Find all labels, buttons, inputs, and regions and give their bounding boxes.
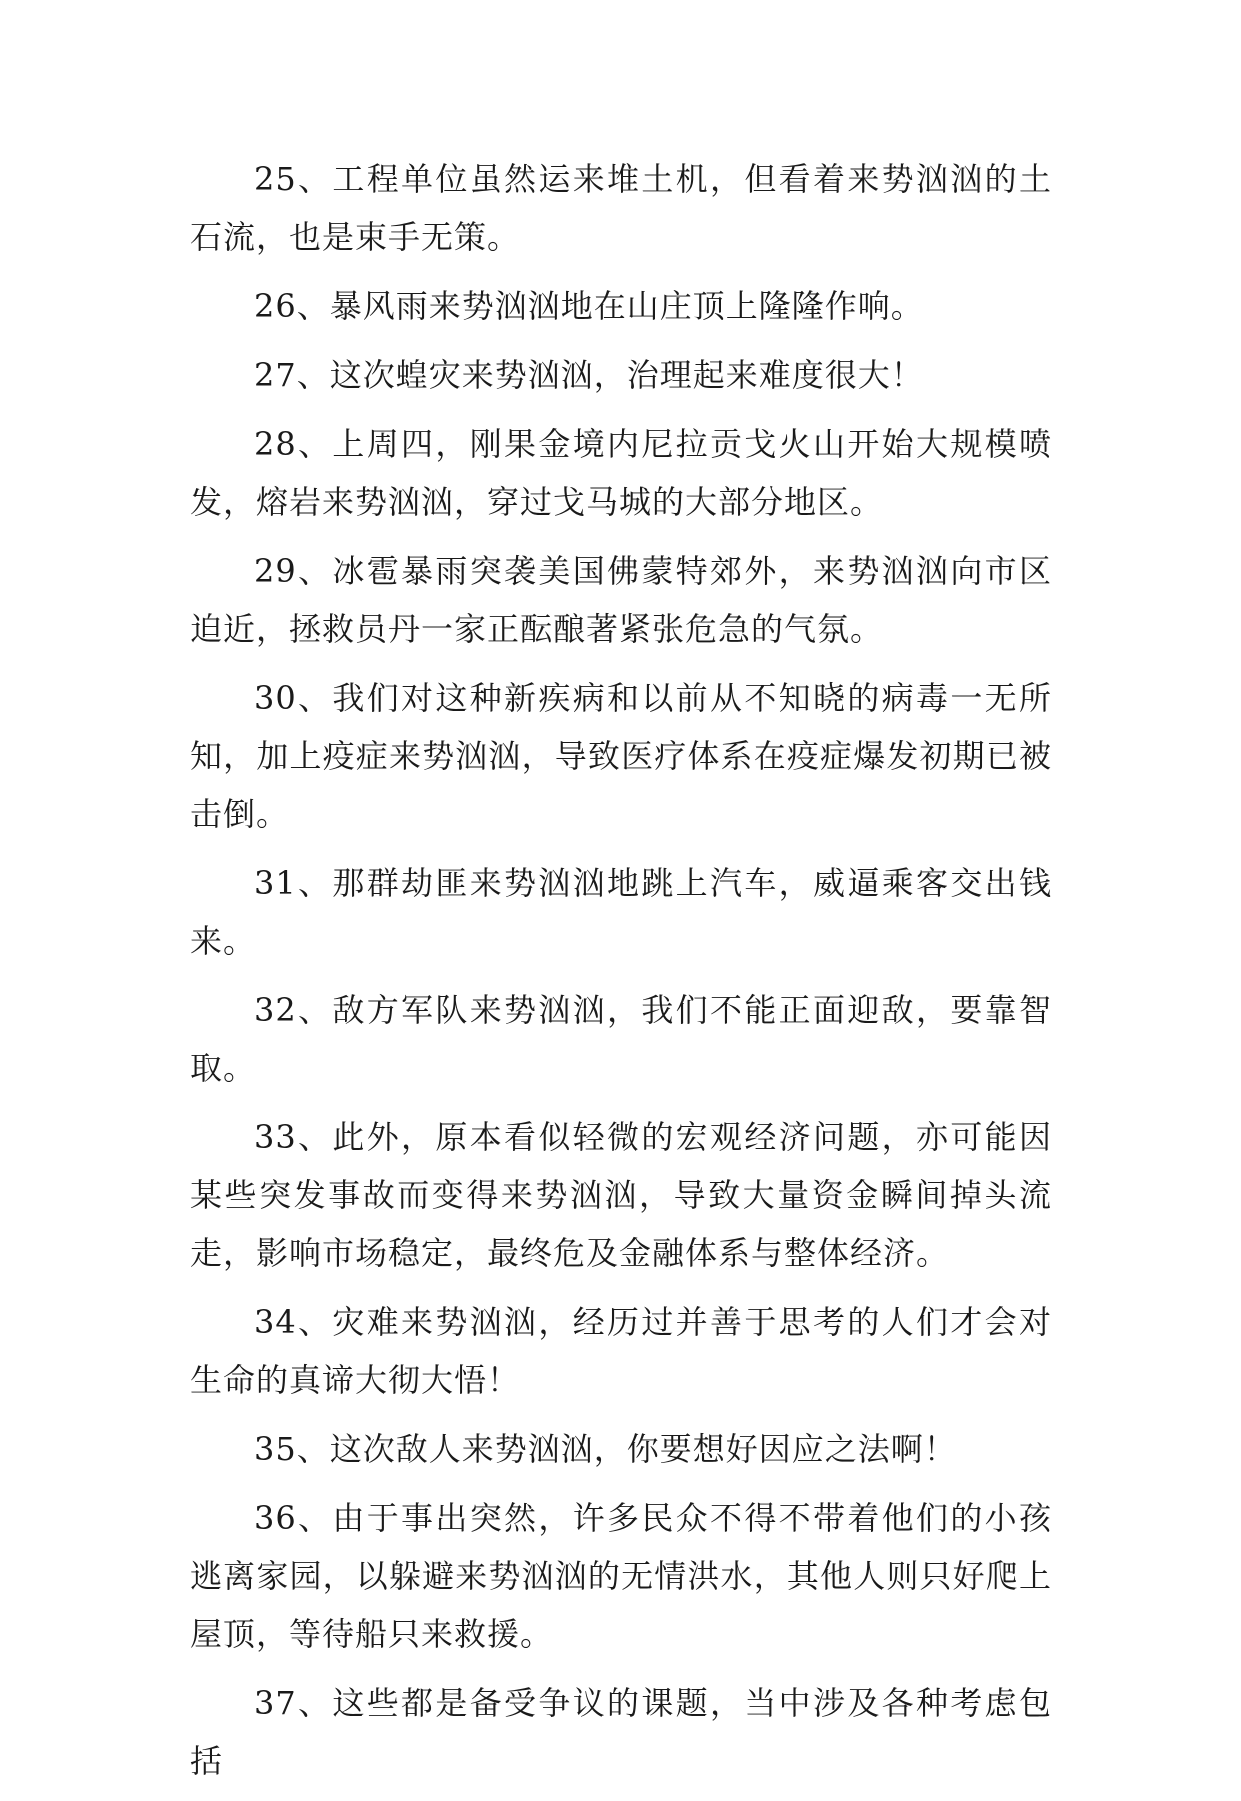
paragraph-26: 26、暴风雨来势汹汹地在山庄顶上隆隆作响。	[254, 287, 924, 325]
paragraph-35: 35、这次敌人来势汹汹，你要想好因应之法啊！	[254, 1430, 957, 1468]
paragraph-28: 28、上周四，刚果金境内尼拉贡戈火山开始大规模喷发，熔岩来势汹汹，穿过戈马城的大部分地区。	[190, 425, 1052, 521]
paragraph-32: 32、敌方军队来势汹汹，我们不能正面迎敌，要靠智取。	[190, 991, 1052, 1087]
paragraph-30: 30、我们对这种新疾病和以前从不知晓的病毒一无所知，加上疫症来势汹汹，导致医疗体系在疫症爆发初期已被击倒。	[190, 679, 1052, 833]
paragraph-34: 34、灾难来势汹汹，经历过并善于思考的人们才会对生命的真谛大彻大悟！	[190, 1303, 1052, 1399]
paragraph-37: 37、这些都是备受争议的课题，当中涉及各种考虑包括	[190, 1684, 1052, 1780]
paragraph-36: 36、由于事出突然，许多民众不得不带着他们的小孩逃离家园，以躲避来势汹汹的无情洪水，其他人则只好爬上屋顶，等待船只来救援。	[190, 1499, 1052, 1653]
paragraph-33: 33、此外，原本看似轻微的宏观经济问题，亦可能因某些突发事故而变得来势汹汹，导致大量资金瞬间掉头流走，影响市场稳定，最终危及金融体系与整体经济。	[190, 1118, 1052, 1272]
paragraph-27: 27、这次蝗灾来势汹汹，治理起来难度很大！	[254, 356, 924, 394]
document-body	[190, 150, 1052, 1801]
paragraph-25: 25、工程单位虽然运来堆土机，但看着来势汹汹的土石流，也是束手无策。	[190, 160, 1052, 256]
paragraph-31: 31、那群劫匪来势汹汹地跳上汽车，威逼乘客交出钱来。	[190, 864, 1052, 960]
paragraph-29: 29、冰雹暴雨突袭美国佛蒙特郊外，来势汹汹向市区迫近，拯救员丹一家正酝酿著紧张危急的气氛。	[190, 552, 1052, 648]
